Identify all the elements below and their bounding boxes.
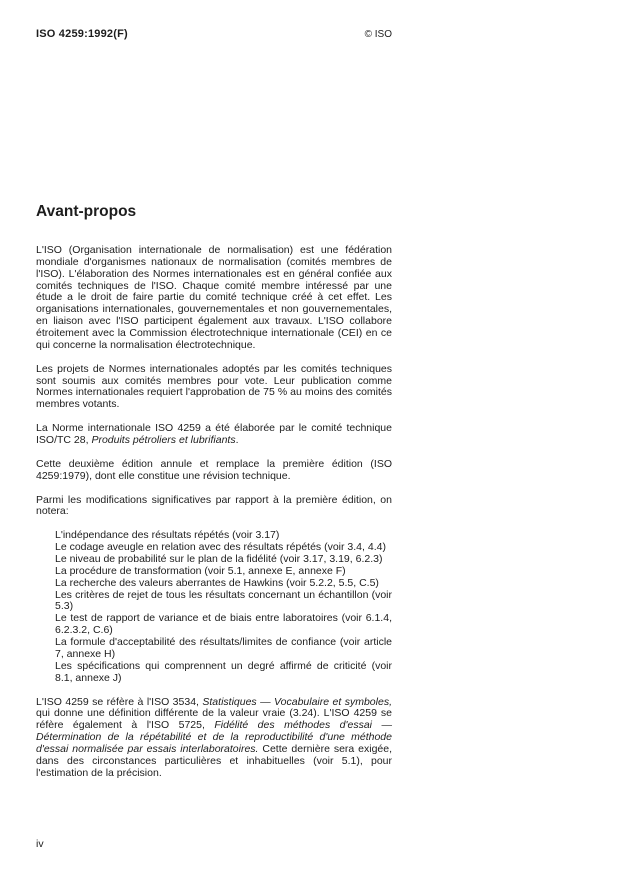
text-run-italic: Statistiques — Vocabulaire et symboles, (202, 695, 392, 708)
text-run: Le niveau de probabilité sur le plan de la fidélité (voir 3.17, 3.19, 6.2.3) (55, 553, 383, 566)
paragraph (36, 495, 392, 519)
text-run: qui donne une définition différente de la valeur vraie (3.24). L'ISO 4259 se réfère également à l'ISO 5725, (36, 707, 392, 732)
section-title: Avant-propos (36, 203, 137, 220)
text-run: . (235, 434, 239, 447)
text-run: Parmi les modifications significatives par rapport à la première édition, on notera: (36, 493, 392, 518)
paragraph (36, 697, 392, 780)
text-run: La Norme internationale ISO 4259 a été élaborée par le comité technique ISO/TC 28, (36, 422, 392, 447)
copyright-notice: © ISO (364, 29, 392, 40)
list-item (36, 613, 392, 637)
text-run: Le codage aveugle en relation avec des résultats répétés (voir 3.4, 4.4) (55, 541, 386, 554)
text-run: Les spécifications qui comprennent un degré affirmé de criticité (voir 8.1, annexe J) (55, 659, 392, 684)
page-number: iv (36, 838, 44, 850)
paragraph (36, 245, 392, 352)
text-run: Les critères de rejet de tous les résultats concernant un échantillon (voir 5.3) (55, 588, 392, 613)
text-run-italic: Fidélité des méthodes d'essai — Détermination de la répétabilité et de la reproductibilité d'une méthode d'essai normalisée par essais interlaboratoires. (36, 719, 392, 755)
paragraph (36, 423, 392, 447)
document-body (36, 245, 392, 792)
text-run: La recherche des valeurs aberrantes de Hawkins (voir 5.2.2, 5.5, C.5) (55, 576, 379, 589)
list-item (36, 661, 392, 685)
paragraph (36, 459, 392, 483)
text-run: L'indépendance des résultats répétés (voir 3.17) (55, 529, 280, 542)
text-run: L'ISO (Organisation internationale de normalisation) est une fédération mondiale d'organismes nationaux de normalisation (comités membres de l'ISO). L'élaboration des Normes internationales est en général confiée aux comités techniques de l'ISO. Chaque comité membre intéressé par une étude a le droit de faire partie du comité technique créé à cet effet. Les organisations internationales, gouvernementales et non gouvernementales, en liaison avec l'ISO participent également aux travaux. L'ISO collabore étroitement avec la Commission électrotechnique internationale (CEI) en ce qui concerne la normalisation électrotechnique. (36, 244, 392, 351)
text-run: Les projets de Normes internationales adoptés par les comités techniques sont soumis aux comités membres pour vote. Leur publication comme Normes internationales requiert l'approbation de 75 % au moins des comités membres votants. (36, 362, 392, 411)
text-run: Cette deuxième édition annule et remplace la première édition (ISO 4259:1979), dont elle constitue une révision technique. (36, 457, 392, 482)
text-run: L'ISO 4259 se réfère à l'ISO 3534, (36, 695, 203, 708)
text-run-italic: Produits pétroliers et lubrifiants (91, 434, 236, 447)
list-item (36, 637, 392, 661)
text-run: La formule d'acceptabilité des résultats/limites de confiance (voir article 7, annexe H) (55, 636, 392, 660)
text-run: Le test de rapport de variance et de biais entre laboratoires (voir 6.1.4, 6.2.3.2, C.6) (55, 612, 392, 637)
text-run: La procédure de transformation (voir 5.1, annexe E, annexe F) (55, 564, 346, 577)
document-reference: ISO 4259:1992(F) (36, 28, 128, 40)
list-item (36, 590, 392, 614)
page-header (36, 28, 392, 40)
text-run: Cette dernière sera exigée, dans des circonstances particulières et inhabituelles (voir 5.1), pour l'estimation de la précision. (36, 742, 393, 779)
paragraph (36, 364, 392, 411)
